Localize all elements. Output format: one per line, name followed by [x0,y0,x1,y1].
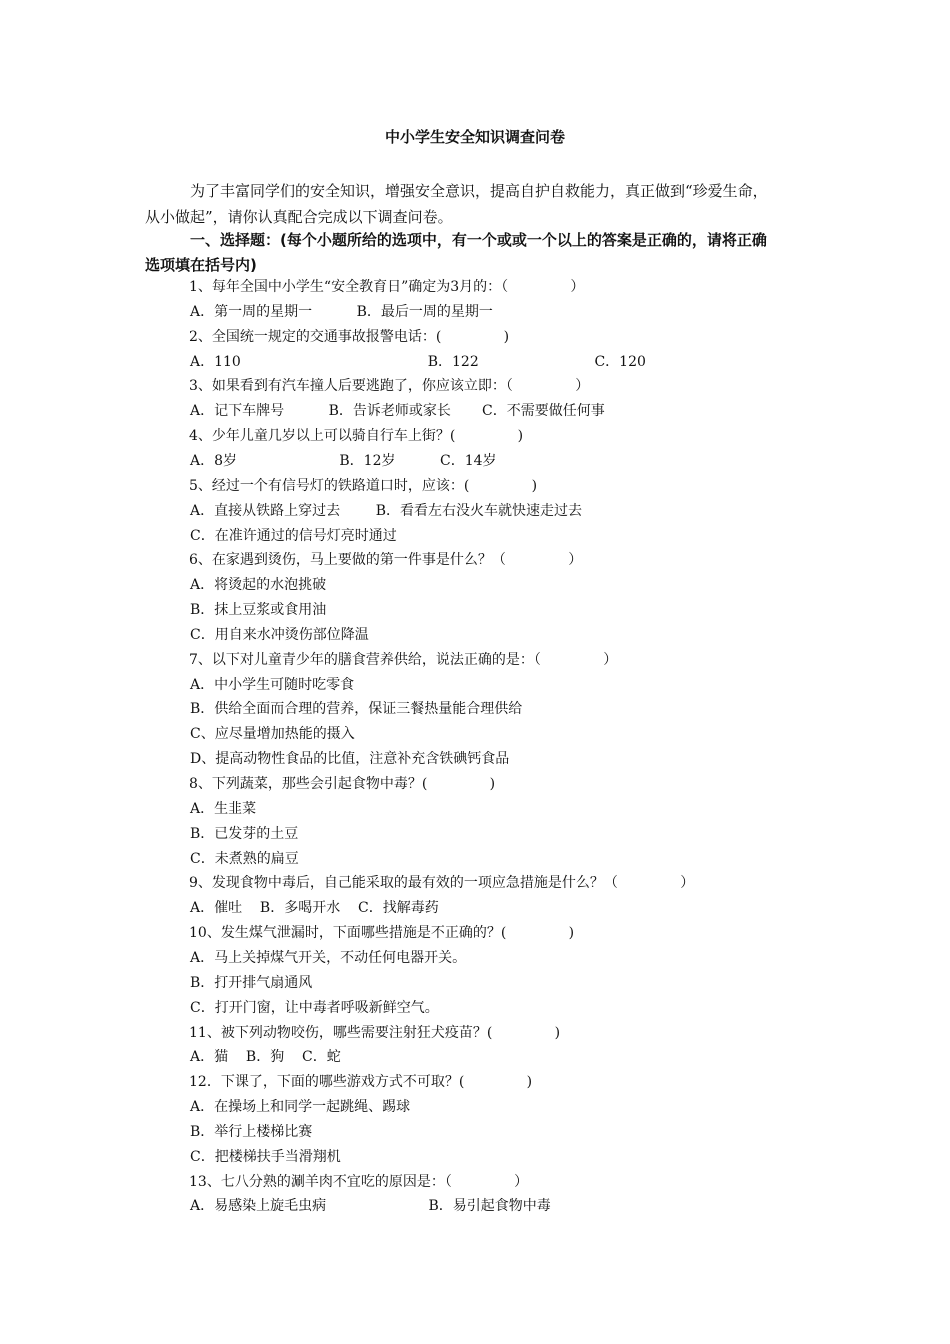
question-text: 3、如果看到有汽车撞人后要逃跑了，你应该立即：（ ） [189,378,590,395]
section-heading-line-1: 一、选择题：(每个小题所给的选项中，有一个或或一个以上的答案是正确的，请将正确 [190,231,767,249]
answer-options: A．催吐 B．多喝开水 C．找解毒药 [190,900,439,917]
question-text: 12．下课了，下面的哪些游戏方式不可取？( ) [189,1074,533,1091]
answer-options: C．在准许通过的信号灯亮时通过 [190,527,397,544]
answer-options: A．8岁 B．12岁 C．14岁 [190,452,497,469]
question-text: 5、经过一个有信号灯的铁路道口时，应该：( ) [189,477,538,494]
answer-options: A．将烫起的水泡挑破 [190,577,327,594]
answer-options: A．在操场上和同学一起跳绳、踢球 [190,1099,411,1116]
answer-options: C．把楼梯扶手当滑翔机 [190,1148,341,1165]
intro-paragraph [145,178,825,230]
answer-options: A．110 B．122 C．120 [190,353,646,370]
answer-options: B．抹上豆浆或食用油 [190,602,327,619]
question-text: 2、全国统一规定的交通事故报警电话：( ) [189,328,510,345]
document-title: 中小学生安全知识调查问卷 [384,128,565,146]
question-text: 11、被下列动物咬伤，哪些需要注射狂犬疫苗？( ) [189,1024,561,1041]
answer-options: C．未煮熟的扁豆 [190,850,299,867]
answer-options: A．生韭菜 [190,800,257,817]
question-text: 8、下列蔬菜，那些会引起食物中毒？( ) [189,776,496,792]
answer-options: C．用自来水冲烫伤部位降温 [190,626,369,643]
answer-options: A．猫 B．狗 C．蛇 [190,1049,341,1066]
section-heading-line-2: 选项填在括号内) [145,256,257,274]
question-text: 13、七八分熟的涮羊肉不宜吃的原因是：（ ） [189,1173,529,1190]
intro-line-2: 从小做起”，请你认真配合完成以下调查问卷。 [145,208,453,226]
answer-options: A．易感染上旋毛虫病 B．易引起食物中毒 [190,1198,551,1215]
question-text: 7、以下对儿童青少年的膳食营养供给，说法正确的是：（ ） [189,651,618,668]
question-text: 4、少年儿童几岁以上可以骑自行车上街？( ) [189,428,524,445]
answer-options: B．打开排气扇通风 [190,974,313,991]
question-text: 10、发生煤气泄漏时，下面哪些措施是不正确的？( ) [189,925,575,942]
answer-options: A．直接从铁路上穿过去 B．看看左右没火车就快速走过去 [190,502,582,519]
answer-options: D、提高动物性食品的比值，注意补充含铁碘钙食品 [190,751,510,768]
answer-options: C、应尽量增加热能的摄入 [190,726,355,743]
section-heading [145,228,825,278]
answer-options: A．中小学生可随时吃零食 [190,676,355,693]
question-text: 6、在家遇到烫伤，马上要做的第一件事是什么？（ ） [189,552,583,569]
answer-options: A．第一周的星期一 B．最后一周的星期一 [190,303,493,320]
question-text: 1、每年全国中小学生“安全教育日”确定为3月的：（ ） [189,279,585,295]
answer-options: C．打开门窗，让中毒者呼吸新鲜空气。 [190,999,439,1016]
answer-options: B．举行上楼梯比赛 [190,1123,313,1140]
answer-options: A．记下车牌号 B．告诉老师或家长 C．不需要做任何事 [190,403,605,420]
answer-options: B．供给全面而合理的营养，保证三餐热量能合理供给 [190,701,523,718]
question-text: 9、发现食物中毒后，自己能采取的最有效的一项应急措施是什么？（ ） [189,875,695,892]
answer-options: A．马上关掉煤气开关，不动任何电器开关。 [190,949,467,966]
answer-options: B．已发芽的土豆 [190,825,299,842]
intro-line-1: 为了丰富同学们的安全知识，增强安全意识，提高自护自救能力，真正做到“珍爱生命， [190,182,768,200]
